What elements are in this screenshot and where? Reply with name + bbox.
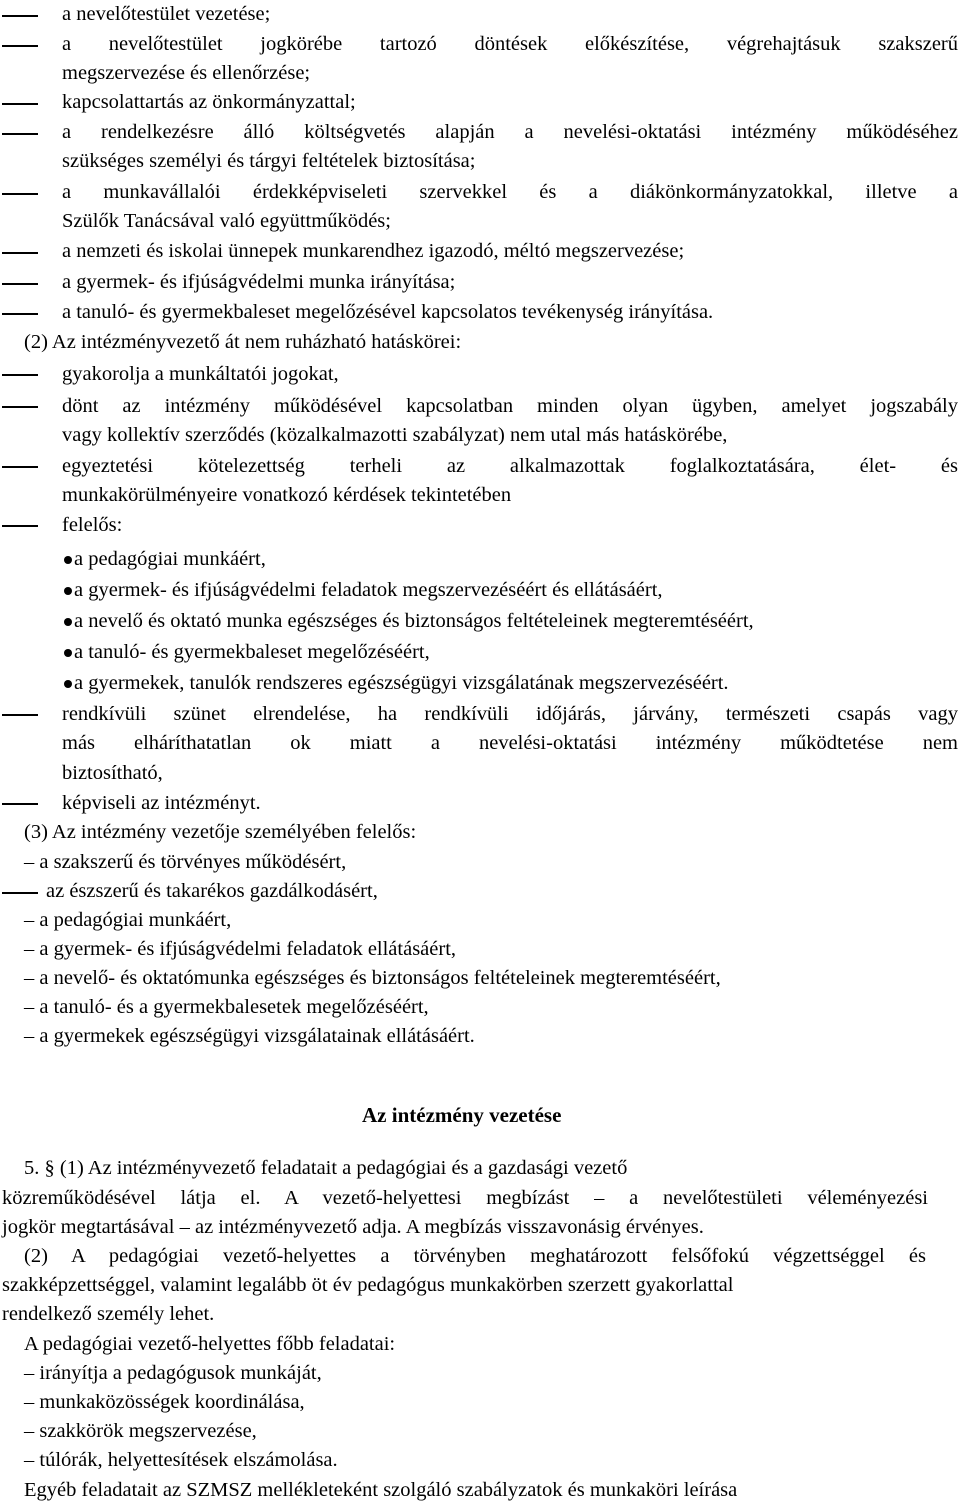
bullet-item: a gyermek- és ifjúságvédelmi feladatok megszervezéséért és ellátásáért,: [74, 579, 663, 601]
list-item: egyeztetési kötelezettség terheli az alkalmazottak foglalkoztatására, élet- és: [62, 455, 958, 477]
dash-marker: [2, 45, 38, 47]
list-item: – munkaközösségek koordinálása,: [24, 1391, 305, 1413]
section-paragraph-line: A pedagógiai vezető-helyettes főbb feladatai:: [24, 1333, 396, 1355]
dash-marker: [2, 892, 38, 894]
section-title: Az intézmény vezetése: [362, 1103, 562, 1127]
section-paragraph-line: közreműködésével látja el. A vezető-helyettesi megbízást – a nevelőtestületi véleményezési: [2, 1187, 928, 1209]
bullet-marker: [64, 556, 72, 564]
dash-marker: [2, 803, 38, 805]
list-item: a rendelkezésre álló költségvetés alapján a nevelési-oktatási intézmény működéséhez: [62, 121, 958, 143]
section-paragraph-line: rendelkező személy lehet.: [2, 1303, 215, 1325]
list-item: – túlórák, helyettesítések elszámolása.: [24, 1449, 338, 1471]
list-item: képviseli az intézményt.: [62, 792, 261, 814]
list-item: a nevelőtestület vezetése;: [62, 3, 271, 25]
bullet-item: a gyermekek, tanulók rendszeres egészségügyi vizsgálatának megszervezéséért.: [74, 672, 729, 694]
dash-marker: [2, 283, 38, 285]
list-item: – a pedagógiai munkáért,: [24, 909, 232, 931]
list-item: a tanuló- és gyermekbaleset megelőzésével kapcsolatos tevékenység irányítása.: [62, 301, 714, 323]
list-item: kapcsolattartás az önkormányzattal;: [62, 91, 356, 113]
dash-marker: [2, 133, 38, 135]
bullet-marker: [64, 649, 72, 657]
dash-marker: [2, 374, 38, 376]
list-item: a munkavállalói érdekképviseleti szervekkel és a diákönkormányzatokkal, illetve a: [62, 181, 958, 203]
list-item: a nemzeti és iskolai ünnepek munkarendhez igazodó, méltó megszervezése;: [62, 240, 685, 262]
dash-marker: [2, 313, 38, 315]
section-paragraph-line: 5. § (1) Az intézményvezető feladatait a pedagógiai és a gazdasági vezető: [24, 1157, 628, 1179]
list-item-continuation: Szülők Tanácsával való együttműködés;: [62, 210, 391, 232]
dash-marker: [2, 15, 38, 17]
list-item: rendkívüli szünet elrendelése, ha rendkívüli időjárás, járvány, természeti csapás vagy: [62, 703, 958, 725]
dash-marker: [2, 466, 38, 468]
bullet-marker: [64, 618, 72, 626]
bullet-marker: [64, 587, 72, 595]
list-item-continuation: megszervezése és ellenőrzése;: [62, 62, 311, 84]
list-item: felelős:: [62, 514, 123, 536]
list-item: gyakorolja a munkáltatói jogokat,: [62, 363, 339, 385]
section-paragraph-line: (2) A pedagógiai vezető-helyettes a törvényben meghatározott felsőfokú végzettséggel és: [24, 1245, 926, 1267]
section-paragraph-line: szakképzettséggel, valamint legalább öt év pedagógus munkakörben szerzett gyakorlattal: [2, 1274, 734, 1296]
dash-marker: [2, 525, 38, 527]
paragraph-heading: (2) Az intézményvezető át nem ruházható hatáskörei:: [24, 331, 462, 353]
dash-marker: [2, 103, 38, 105]
list-item: a gyermek- és ifjúságvédelmi munka irányítása;: [62, 271, 456, 293]
list-item: a nevelőtestület jogkörébe tartozó döntések előkészítése, végrehajtásuk szakszerű: [62, 33, 958, 55]
list-item: – a szakszerű és törvényes működésért,: [24, 851, 347, 873]
list-item-continuation: szükséges személyi és tárgyi feltételek biztosítása;: [62, 150, 476, 172]
list-item: – a gyermekek egészségügyi vizsgálatainak ellátásáért.: [24, 1025, 475, 1047]
list-item: – a tanuló- és a gyermekbalesetek megelőzéséért,: [24, 996, 429, 1018]
list-item-continuation: munkakörülményeire vonatkozó kérdések tekintetében: [62, 484, 512, 506]
bullet-item: a tanuló- és gyermekbaleset megelőzéséért,: [74, 641, 430, 663]
dash-marker: [2, 406, 38, 408]
list-item: az észszerű és takarékos gazdálkodásért,: [46, 880, 378, 902]
dash-marker: [2, 252, 38, 254]
list-item: – irányítja a pedagógusok munkáját,: [24, 1362, 322, 1384]
list-item-continuation: biztosítható,: [62, 762, 163, 784]
paragraph-heading: (3) Az intézmény vezetője személyében felelős:: [24, 821, 417, 843]
list-item: – a nevelő- és oktatómunka egészséges és biztonságos feltételeinek megteremtéséért,: [24, 967, 721, 989]
list-item: – szakkörök megszervezése,: [24, 1420, 257, 1442]
bullet-marker: [64, 680, 72, 688]
dash-marker: [2, 714, 38, 716]
bullet-item: a nevelő és oktató munka egészséges és biztonságos feltételeinek megteremtéséért,: [74, 610, 754, 632]
list-item-continuation: más elháríthatatlan ok miatt a nevelési-oktatási intézmény működtetése nem: [62, 732, 958, 754]
list-item: – a gyermek- és ifjúságvédelmi feladatok ellátásáért,: [24, 938, 457, 960]
bullet-item: a pedagógiai munkáért,: [74, 548, 266, 570]
dash-marker: [2, 193, 38, 195]
list-item-continuation: vagy kollektív szerződés (közalkalmazotti szabályzat) nem utal más hatáskörébe,: [62, 424, 728, 446]
section-paragraph-line: jogkör megtartásával – az intézményvezető adja. A megbízás visszavonásig érvényes.: [2, 1216, 704, 1238]
section-paragraph-line: Egyéb feladatait az SZMSZ mellékleteként szolgáló szabályzatok és munkaköri leírása: [24, 1479, 738, 1501]
list-item: dönt az intézmény működésével kapcsolatban minden olyan ügyben, amelyet jogszabály: [62, 395, 958, 417]
